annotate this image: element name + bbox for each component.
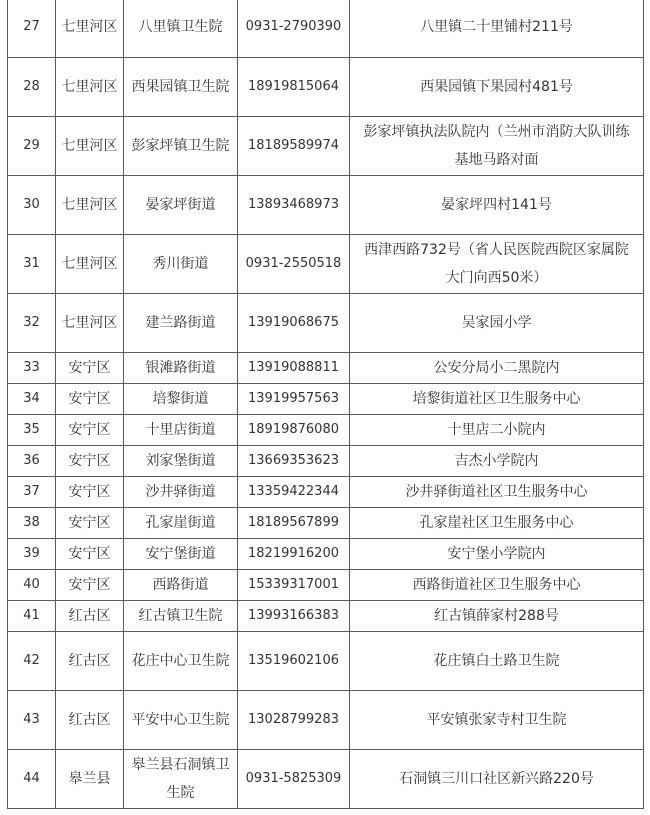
district-cell: 安宁区 — [56, 508, 124, 539]
district-cell: 安宁区 — [56, 539, 124, 570]
address-cell: 公安分局小二黑院内 — [350, 353, 644, 384]
district-cell: 七里河区 — [56, 176, 124, 235]
address-cell: 吉杰小学院内 — [350, 446, 644, 477]
table-row — [8, 415, 644, 446]
district-cell: 安宁区 — [56, 477, 124, 508]
row-number: 44 — [8, 750, 56, 809]
unit-cell: 八里镇卫生院 — [124, 0, 238, 58]
table-row — [8, 691, 644, 750]
unit-cell: 培黎街道 — [124, 384, 238, 415]
phone-cell: 18919815064 — [238, 58, 350, 117]
unit-cell: 西路街道 — [124, 570, 238, 601]
district-cell: 七里河区 — [56, 0, 124, 58]
unit-cell: 西果园镇卫生院 — [124, 58, 238, 117]
address-cell: 彭家坪镇执法队院内（兰州市消防大队训练基地马路对面 — [350, 117, 644, 176]
phone-cell: 13919957563 — [238, 384, 350, 415]
row-number: 40 — [8, 570, 56, 601]
phone-cell: 13919068675 — [238, 294, 350, 353]
table-row — [8, 632, 644, 691]
unit-cell: 建兰路街道 — [124, 294, 238, 353]
row-number: 30 — [8, 176, 56, 235]
unit-cell: 彭家坪镇卫生院 — [124, 117, 238, 176]
district-cell: 安宁区 — [56, 446, 124, 477]
address-cell: 晏家坪四村141号 — [350, 176, 644, 235]
unit-cell: 皋兰县石洞镇卫生院 — [124, 750, 238, 809]
district-cell: 红古区 — [56, 691, 124, 750]
district-cell: 七里河区 — [56, 58, 124, 117]
address-cell: 安宁堡小学院内 — [350, 539, 644, 570]
district-cell: 红古区 — [56, 601, 124, 632]
unit-cell: 银滩路街道 — [124, 353, 238, 384]
unit-cell: 安宁堡街道 — [124, 539, 238, 570]
row-number: 29 — [8, 117, 56, 176]
table-row — [8, 508, 644, 539]
phone-cell: 0931-2790390 — [238, 0, 350, 58]
address-cell: 八里镇二十里铺村211号 — [350, 0, 644, 58]
district-cell: 安宁区 — [56, 570, 124, 601]
table-row — [8, 294, 644, 353]
phone-cell: 18919876080 — [238, 415, 350, 446]
phone-cell: 18189567899 — [238, 508, 350, 539]
row-number: 39 — [8, 539, 56, 570]
unit-cell: 秀川街道 — [124, 235, 238, 294]
address-cell: 孔家崖社区卫生服务中心 — [350, 508, 644, 539]
district-cell: 七里河区 — [56, 117, 124, 176]
phone-cell: 18189589974 — [238, 117, 350, 176]
district-cell: 安宁区 — [56, 353, 124, 384]
address-cell: 平安镇张家寺村卫生院 — [350, 691, 644, 750]
row-number: 36 — [8, 446, 56, 477]
unit-cell: 十里店街道 — [124, 415, 238, 446]
table-row — [8, 446, 644, 477]
table-row — [8, 58, 644, 117]
row-number: 28 — [8, 58, 56, 117]
table-row — [8, 384, 644, 415]
address-cell: 十里店二小院内 — [350, 415, 644, 446]
site-table-body — [8, 0, 644, 809]
district-cell: 七里河区 — [56, 294, 124, 353]
address-cell: 培黎街道社区卫生服务中心 — [350, 384, 644, 415]
address-cell: 石洞镇三川口社区新兴路220号 — [350, 750, 644, 809]
row-number: 27 — [8, 0, 56, 58]
unit-cell: 花庄中心卫生院 — [124, 632, 238, 691]
district-cell: 皋兰县 — [56, 750, 124, 809]
row-number: 42 — [8, 632, 56, 691]
table-row — [8, 117, 644, 176]
unit-cell: 晏家坪街道 — [124, 176, 238, 235]
district-cell: 安宁区 — [56, 415, 124, 446]
phone-cell: 13993166383 — [238, 601, 350, 632]
row-number: 34 — [8, 384, 56, 415]
table-row — [8, 353, 644, 384]
table-row — [8, 601, 644, 632]
table-row — [8, 539, 644, 570]
row-number: 43 — [8, 691, 56, 750]
unit-cell: 平安中心卫生院 — [124, 691, 238, 750]
table-row — [8, 235, 644, 294]
phone-cell: 13359422344 — [238, 477, 350, 508]
phone-cell: 13028799283 — [238, 691, 350, 750]
table-row — [8, 570, 644, 601]
unit-cell: 刘家堡街道 — [124, 446, 238, 477]
phone-cell: 0931-2550518 — [238, 235, 350, 294]
phone-cell: 13893468973 — [238, 176, 350, 235]
unit-cell: 孔家崖街道 — [124, 508, 238, 539]
row-number: 33 — [8, 353, 56, 384]
address-cell: 西果园镇下果园村481号 — [350, 58, 644, 117]
row-number: 32 — [8, 294, 56, 353]
district-cell: 安宁区 — [56, 384, 124, 415]
address-cell: 吴家园小学 — [350, 294, 644, 353]
row-number: 38 — [8, 508, 56, 539]
table-row — [8, 0, 644, 58]
site-table — [7, 0, 644, 809]
address-cell: 花庄镇白土路卫生院 — [350, 632, 644, 691]
address-cell: 西路街道社区卫生服务中心 — [350, 570, 644, 601]
phone-cell: 15339317001 — [238, 570, 350, 601]
row-number: 31 — [8, 235, 56, 294]
phone-cell: 18219916200 — [238, 539, 350, 570]
unit-cell: 红古镇卫生院 — [124, 601, 238, 632]
phone-cell: 13919088811 — [238, 353, 350, 384]
row-number: 35 — [8, 415, 56, 446]
district-cell: 七里河区 — [56, 235, 124, 294]
district-cell: 红古区 — [56, 632, 124, 691]
unit-cell: 沙井驿街道 — [124, 477, 238, 508]
table-row — [8, 750, 644, 809]
address-cell: 西津西路732号（省人民医院西院区家属院大门向西50米） — [350, 235, 644, 294]
phone-cell: 13519602106 — [238, 632, 350, 691]
row-number: 41 — [8, 601, 56, 632]
phone-cell: 0931-5825309 — [238, 750, 350, 809]
address-cell: 红古镇薛家村288号 — [350, 601, 644, 632]
row-number: 37 — [8, 477, 56, 508]
table-row — [8, 477, 644, 508]
address-cell: 沙井驿街道社区卫生服务中心 — [350, 477, 644, 508]
table-row — [8, 176, 644, 235]
phone-cell: 13669353623 — [238, 446, 350, 477]
